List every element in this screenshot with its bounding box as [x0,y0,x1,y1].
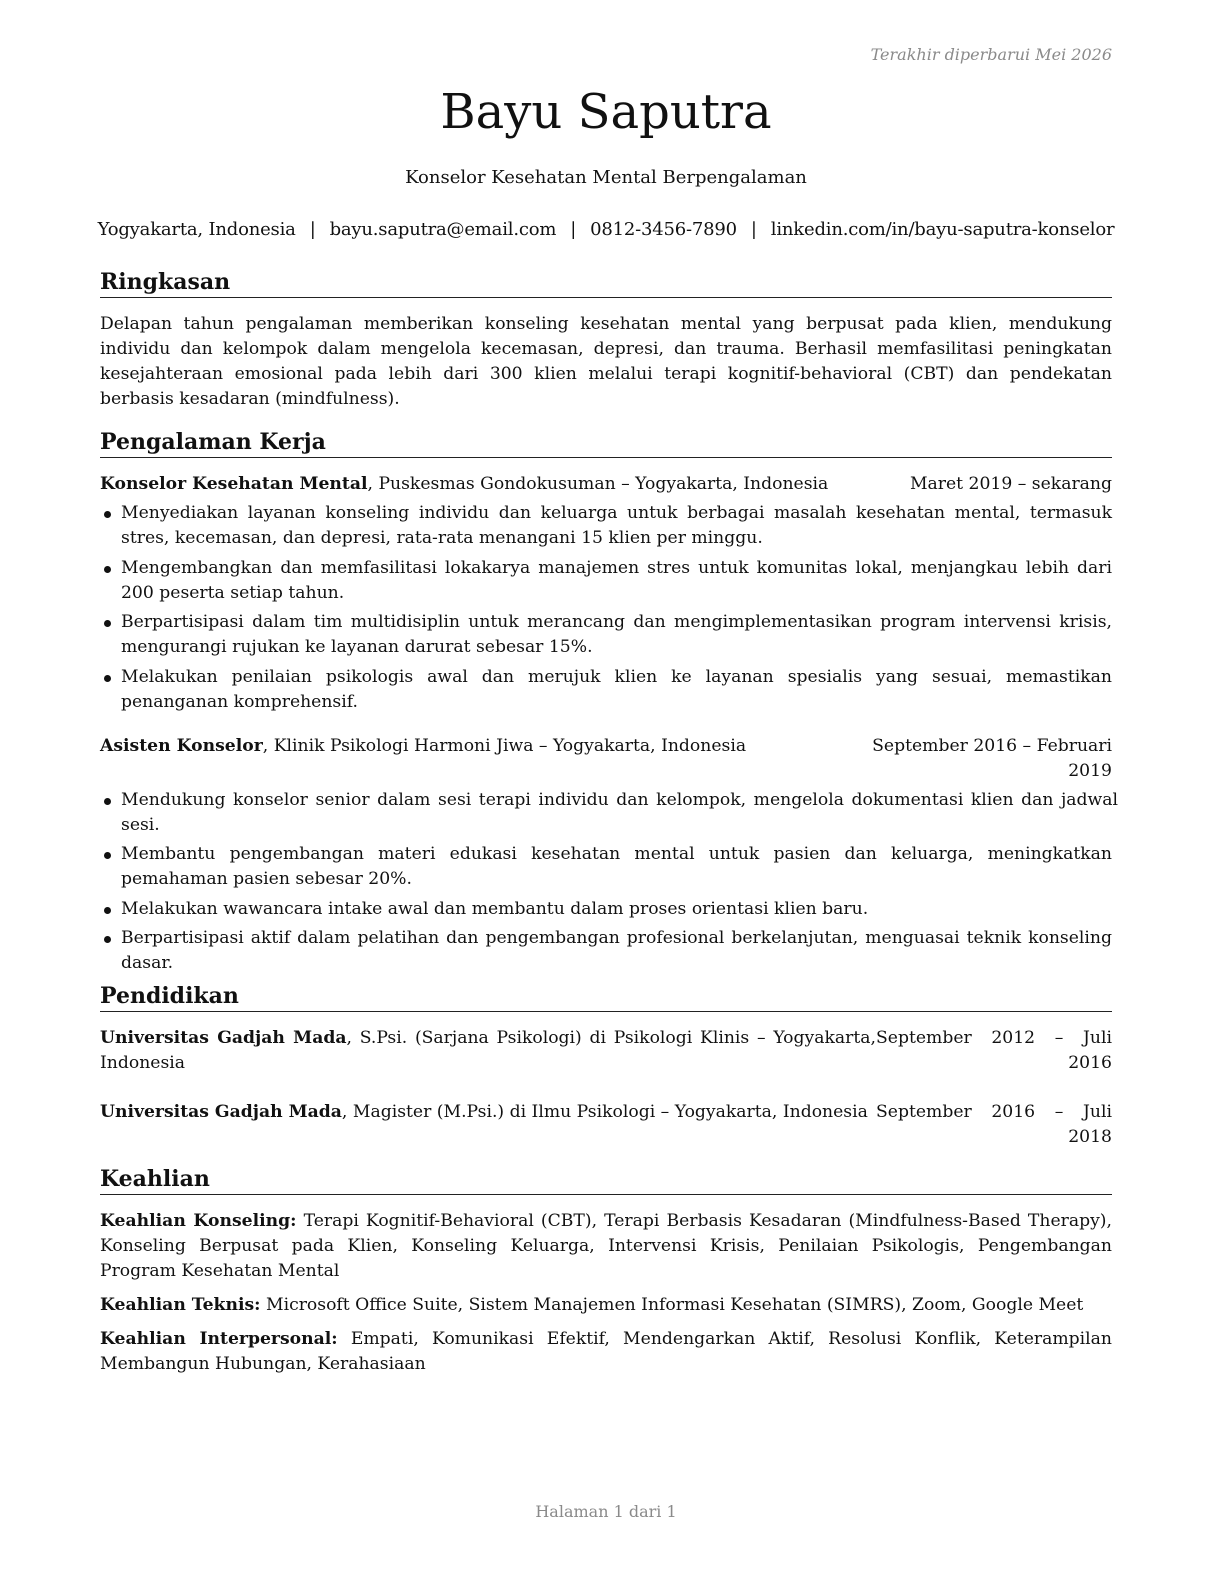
contact-linkedin[interactable]: linkedin.com/in/bayu-saputra-konselor [770,219,1115,240]
contact-location: Yogyakarta, Indonesia [97,219,296,240]
job-role: Asisten Konselor [100,735,263,756]
job-organization: , Puskesmas Gondokusuman – Yogyakarta, Indonesia [367,474,829,495]
education-school: Universitas Gadjah Mada [100,1028,347,1049]
page-number: Halaman 1 dari 1 [535,1502,677,1521]
job-entry [100,734,1118,977]
job-bullet: Melakukan wawancara intake awal dan membantu dalam proses orientasi klien baru. [100,897,1112,922]
job-role: Konselor Kesehatan Mental [100,474,368,495]
contact-separator: | [309,219,316,240]
job-title-line [100,472,910,497]
candidate-headline: Konselor Kesehatan Mental Berpengalaman [405,167,807,188]
section-title: Pengalaman Kerja [100,430,1112,458]
job-bullets [100,501,1112,715]
job-bullet: Melakukan penilaian psikologis awal dan merujuk klien ke layanan spesialis yang sesuai, memastikan penanganan komprehensif. [100,665,1112,715]
skill-group [100,1293,1112,1318]
skill-group-label: Keahlian Konseling: [100,1211,297,1232]
job-bullet: Mengembangkan dan memfasilitasi lokakarya manajemen stres untuk komunitas lokal, menjangkau lebih dari 200 peserta setiap tahun. [100,556,1112,606]
job-dates: September 2016 – Februari 2019 [872,735,1112,781]
experience-section [100,429,1118,981]
summary-text: Delapan tahun pengalaman memberikan konseling kesehatan mental yang berpusat pada klien, mendukung individu dan kelompok dalam mengelola kecemasan, depresi, dan trauma. Berhasil memfasilitasi peningkatan kesejahteraan emosional pada lebih dari 300 klien melalui terapi kognitif-behavioral (CBT) dan pendekatan berbasis kesadaran (mindfulness). [100,314,1112,410]
skills-section [100,1167,1112,1377]
job-header [100,734,1112,784]
last-updated-note: Terakhir diperbarui Mei 2026 [870,45,1112,64]
job-header [100,472,1112,497]
job-dates: Maret 2019 – sekarang [909,474,1112,495]
skill-group-label: Keahlian Teknis: [100,1295,261,1316]
job-bullet: Mendukung konselor senior dalam sesi terapi individu dan kelompok, mengelola dokumentasi klien dan jadwal sesi. [100,788,1118,838]
job-organization: , Klinik Psikologi Harmoni Jiwa – Yogyakarta, Indonesia [262,735,747,756]
education-degree-line [100,1100,876,1150]
contact-email[interactable]: bayu.saputra@email.com [329,219,557,240]
education-degree-line [100,1026,876,1076]
skill-group-text: Terapi Kognitif-Behavioral (CBT), Terapi Berbasis Kesadaran (Mindfulness-Based Therapy), Konseling Berpusat pada Klien, Konseling Keluarga, Intervensi Krisis, Penilaian Psikologis, Pengembangan Program Kesehatan Mental [100,1211,1112,1282]
resume-page [97,0,1118,1584]
skill-group [100,1209,1112,1284]
job-bullet: Menyediakan layanan konseling individu dan keluarga untuk berbagai masalah kesehatan mental, termasuk stres, kecemasan, dan depresi, rata-rata menangani 15 klien per minggu. [100,501,1112,551]
skill-group-text: Empati, Komunikasi Efektif, Mendengarkan Aktif, Resolusi Konflik, Keterampilan Membangun Hubungan, Kerahasiaan [100,1329,1112,1375]
education-section [100,984,1112,1150]
skill-group-text: Microsoft Office Suite, Sistem Manajemen Informasi Kesehatan (SIMRS), Zoom, Google Meet [260,1295,1084,1316]
job-bullet: Berpartisipasi aktif dalam pelatihan dan pengembangan profesional berkelanjutan, menguasai teknik konseling dasar. [100,926,1112,976]
education-school: Universitas Gadjah Mada [100,1102,342,1123]
candidate-name: Bayu Saputra [440,84,772,140]
summary-section [100,270,1112,412]
education-entry [100,1026,1112,1076]
section-title: Keahlian [100,1167,1112,1195]
contact-separator: | [750,219,757,240]
education-dates: September 2016 – Juli 2018 [876,1102,1112,1148]
education-entry [100,1100,1112,1150]
contact-phone: 0812-3456-7890 [590,219,737,240]
contact-separator: | [570,219,577,240]
job-bullet: Berpartisipasi dalam tim multidisiplin untuk merancang dan mengimplementasikan program intervensi krisis, mengurangi rujukan ke layanan darurat sebesar 15%. [100,610,1112,660]
education-dates: September 2012 – Juli 2016 [876,1028,1112,1074]
job-bullets [100,788,1118,977]
skill-group-label: Keahlian Interpersonal: [100,1329,338,1350]
section-title: Pendidikan [100,984,1112,1012]
job-bullet: Membantu pengembangan materi edukasi kesehatan mental untuk pasien dan keluarga, meningkatkan pemahaman pasien sebesar 20%. [100,842,1112,892]
job-entry [100,472,1112,715]
education-detail: , S.Psi. (Sarjana Psikologi) di Psikologi Klinis – Yogyakarta, Indonesia [100,1028,876,1074]
job-title-line [100,734,872,784]
education-detail: , Magister (M.Psi.) di Ilmu Psikologi – Yogyakarta, Indonesia [341,1102,868,1123]
contact-line [96,219,1116,240]
skill-group [100,1327,1112,1377]
section-title: Ringkasan [100,270,1112,298]
